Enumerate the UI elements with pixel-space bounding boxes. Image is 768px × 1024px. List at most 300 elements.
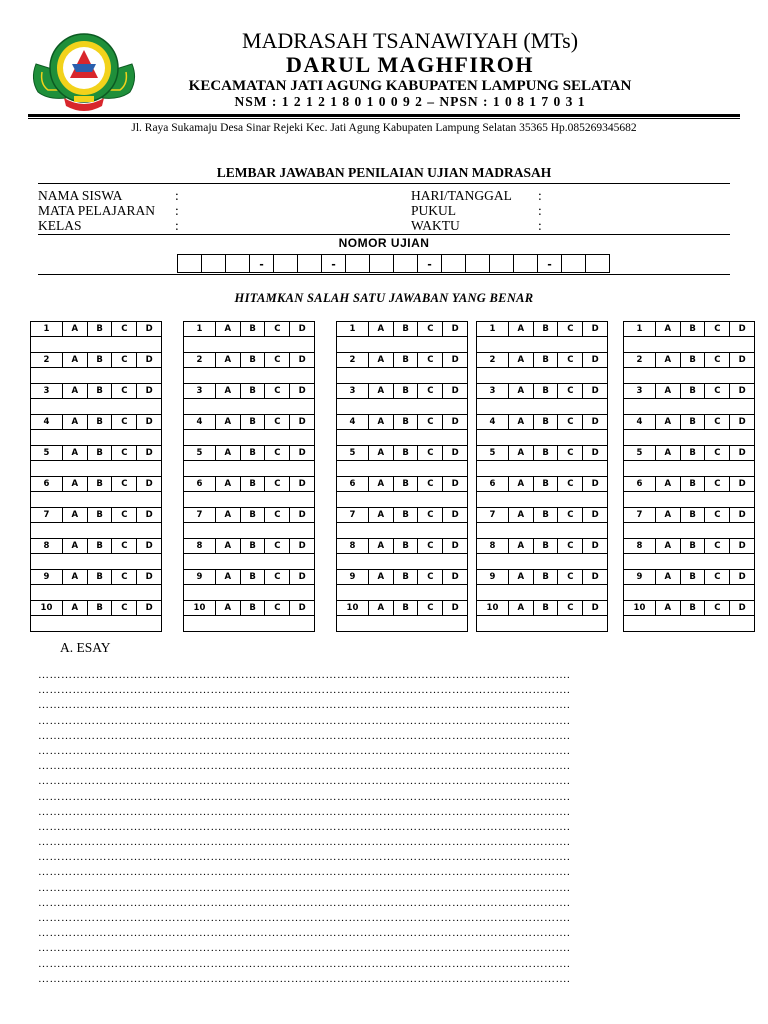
answer-option[interactable]: B bbox=[87, 601, 112, 615]
answer-option[interactable]: C bbox=[264, 570, 289, 584]
answer-option[interactable]: B bbox=[680, 570, 705, 584]
answer-option[interactable]: B bbox=[393, 601, 418, 615]
answer-option[interactable]: B bbox=[240, 415, 265, 429]
answer-option[interactable]: A bbox=[62, 477, 87, 491]
answer-option[interactable]: C bbox=[557, 353, 582, 367]
answer-option[interactable]: A bbox=[655, 415, 680, 429]
question-number: 7 bbox=[349, 510, 356, 520]
answer-option[interactable]: D bbox=[136, 415, 161, 429]
answer-option[interactable]: D bbox=[729, 446, 754, 460]
answer-option[interactable]: D bbox=[582, 384, 607, 398]
answer-option[interactable]: D bbox=[289, 415, 314, 429]
question-number: 1 bbox=[636, 324, 643, 334]
answer-option[interactable]: C bbox=[557, 539, 582, 553]
question-number: 6 bbox=[196, 479, 203, 489]
answer-option[interactable]: C bbox=[417, 539, 442, 553]
answer-option[interactable]: A bbox=[368, 508, 393, 522]
answer-option[interactable]: D bbox=[289, 353, 314, 367]
question-number: 9 bbox=[636, 572, 643, 582]
answer-option[interactable]: D bbox=[729, 353, 754, 367]
answer-block bbox=[30, 321, 162, 632]
essay-line[interactable]: …………………………………………………………………………………………………………………………. bbox=[38, 927, 571, 940]
answer-option[interactable]: C bbox=[264, 539, 289, 553]
answer-option[interactable]: A bbox=[368, 322, 393, 336]
answer-option[interactable]: A bbox=[62, 384, 87, 398]
answer-option[interactable]: B bbox=[533, 477, 558, 491]
answer-row bbox=[477, 476, 607, 507]
essay-line[interactable]: …………………………………………………………………………………………………………………………. bbox=[38, 957, 571, 970]
answer-option[interactable]: D bbox=[729, 384, 754, 398]
answer-row bbox=[337, 476, 467, 507]
essay-line[interactable]: …………………………………………………………………………………………………………………………. bbox=[38, 896, 571, 909]
answer-row bbox=[31, 507, 161, 538]
answer-option[interactable]: C bbox=[557, 508, 582, 522]
answer-row bbox=[337, 538, 467, 569]
exam-number-box[interactable] bbox=[489, 254, 514, 273]
answer-option[interactable]: D bbox=[442, 601, 467, 615]
answer-option[interactable]: A bbox=[368, 415, 393, 429]
answer-option[interactable]: D bbox=[442, 384, 467, 398]
answer-option[interactable]: C bbox=[704, 601, 729, 615]
answer-option[interactable]: C bbox=[704, 353, 729, 367]
answer-option[interactable]: A bbox=[508, 539, 533, 553]
answer-option[interactable]: D bbox=[582, 477, 607, 491]
answer-option[interactable]: C bbox=[264, 477, 289, 491]
answer-option[interactable]: D bbox=[289, 446, 314, 460]
question-number: 7 bbox=[43, 510, 50, 520]
answer-option[interactable]: B bbox=[533, 384, 558, 398]
answer-option[interactable]: B bbox=[680, 539, 705, 553]
answer-option[interactable]: D bbox=[729, 539, 754, 553]
answer-option[interactable]: C bbox=[417, 601, 442, 615]
answer-option[interactable]: B bbox=[87, 353, 112, 367]
answer-option[interactable]: C bbox=[264, 353, 289, 367]
question-number: 1 bbox=[196, 324, 203, 334]
answer-option[interactable]: B bbox=[87, 322, 112, 336]
answer-option[interactable]: A bbox=[655, 322, 680, 336]
question-number: 8 bbox=[196, 541, 203, 551]
answer-option[interactable]: D bbox=[582, 539, 607, 553]
answer-row bbox=[624, 414, 754, 445]
essay-line[interactable]: …………………………………………………………………………………………………………………………. bbox=[38, 775, 571, 788]
essay-line[interactable]: …………………………………………………………………………………………………………………………. bbox=[38, 684, 571, 697]
answer-option[interactable]: A bbox=[215, 322, 240, 336]
essay-line[interactable]: …………………………………………………………………………………………………………………………. bbox=[38, 714, 571, 727]
answer-option[interactable]: D bbox=[582, 570, 607, 584]
essay-line[interactable]: …………………………………………………………………………………………………………………………. bbox=[38, 729, 571, 742]
answer-option[interactable]: C bbox=[557, 446, 582, 460]
exam-number-box[interactable]: - bbox=[321, 254, 346, 273]
sheet-title: LEMBAR JAWABAN PENILAIAN UJIAN MADRASAH bbox=[216, 165, 552, 180]
question-number: 10 bbox=[486, 603, 499, 613]
answer-option[interactable]: A bbox=[655, 353, 680, 367]
answer-option[interactable]: C bbox=[111, 384, 136, 398]
answer-row bbox=[31, 445, 161, 476]
essay-line[interactable]: …………………………………………………………………………………………………………………………. bbox=[38, 836, 571, 849]
address-line: Jl. Raya Sukamaju Desa Sinar Rejeki Kec. Jati Agung Kabupaten Lampung Selatan 35365 Hp.085269345682 bbox=[131, 122, 637, 134]
question-number: 6 bbox=[489, 479, 496, 489]
answer-option[interactable]: D bbox=[442, 539, 467, 553]
answer-option[interactable]: A bbox=[655, 601, 680, 615]
essay-line[interactable]: …………………………………………………………………………………………………………………………. bbox=[38, 760, 571, 773]
essay-line[interactable]: …………………………………………………………………………………………………………………………. bbox=[38, 866, 571, 879]
answer-option[interactable]: C bbox=[264, 322, 289, 336]
answer-option[interactable]: D bbox=[729, 508, 754, 522]
answer-option[interactable]: B bbox=[533, 601, 558, 615]
exam-number-box[interactable] bbox=[177, 254, 202, 273]
exam-number-box[interactable] bbox=[585, 254, 610, 273]
essay-line[interactable]: …………………………………………………………………………………………………………………………. bbox=[38, 820, 571, 833]
answer-option[interactable]: D bbox=[729, 601, 754, 615]
answer-option[interactable]: A bbox=[508, 508, 533, 522]
answer-row bbox=[337, 569, 467, 600]
answer-option[interactable]: D bbox=[136, 384, 161, 398]
answer-option[interactable]: C bbox=[111, 570, 136, 584]
answer-option[interactable]: C bbox=[417, 384, 442, 398]
answer-option[interactable]: A bbox=[508, 322, 533, 336]
answer-option[interactable]: B bbox=[393, 353, 418, 367]
answer-option[interactable]: C bbox=[111, 322, 136, 336]
answer-option[interactable]: A bbox=[215, 570, 240, 584]
answer-option[interactable]: C bbox=[704, 539, 729, 553]
question-number: 3 bbox=[43, 386, 50, 396]
answer-option[interactable]: B bbox=[240, 353, 265, 367]
answer-option[interactable]: B bbox=[680, 353, 705, 367]
answer-option[interactable]: C bbox=[264, 384, 289, 398]
question-number: 8 bbox=[43, 541, 50, 551]
answer-option[interactable]: C bbox=[417, 415, 442, 429]
question-number: 2 bbox=[636, 355, 643, 365]
exam-number-box[interactable] bbox=[465, 254, 490, 273]
essay-line[interactable]: …………………………………………………………………………………………………………………………. bbox=[38, 669, 571, 681]
answer-option[interactable]: C bbox=[264, 415, 289, 429]
question-number: 7 bbox=[489, 510, 496, 520]
answer-option[interactable]: B bbox=[533, 446, 558, 460]
answer-option[interactable]: A bbox=[62, 353, 87, 367]
answer-option[interactable]: B bbox=[680, 477, 705, 491]
answer-option[interactable]: C bbox=[704, 477, 729, 491]
answer-option[interactable]: C bbox=[557, 601, 582, 615]
exam-number-box[interactable] bbox=[225, 254, 250, 273]
answer-option[interactable]: C bbox=[264, 601, 289, 615]
answer-option[interactable]: D bbox=[136, 539, 161, 553]
district-line: KECAMATAN JATI AGUNG KABUPATEN LAMPUNG SELATAN bbox=[188, 78, 632, 94]
answer-option[interactable]: B bbox=[240, 384, 265, 398]
answer-option[interactable]: D bbox=[442, 477, 467, 491]
info-rule bbox=[38, 234, 730, 235]
school-logo bbox=[28, 24, 140, 116]
answer-option[interactable]: D bbox=[136, 322, 161, 336]
answer-row bbox=[184, 352, 314, 383]
essay-line[interactable]: …………………………………………………………………………………………………………………………. bbox=[38, 699, 571, 712]
answer-row bbox=[184, 445, 314, 476]
answer-option[interactable]: B bbox=[87, 539, 112, 553]
answer-option[interactable]: A bbox=[368, 539, 393, 553]
answer-option[interactable]: B bbox=[393, 477, 418, 491]
answer-option[interactable]: D bbox=[442, 570, 467, 584]
answer-option[interactable]: C bbox=[557, 384, 582, 398]
answer-option[interactable]: C bbox=[704, 508, 729, 522]
info-label-class: KELAS bbox=[38, 218, 82, 233]
essay-line[interactable]: …………………………………………………………………………………………………………………………. bbox=[38, 912, 571, 924]
answer-option[interactable]: D bbox=[136, 477, 161, 491]
question-number: 5 bbox=[43, 448, 50, 458]
nsm-npsn-line: NSM : 1 2 1 2 1 8 0 1 0 0 9 2 – NPSN : 1 0 8 1 7 0 3 1 bbox=[234, 94, 586, 109]
answer-option[interactable]: D bbox=[582, 415, 607, 429]
answer-option[interactable]: C bbox=[111, 415, 136, 429]
answer-block bbox=[476, 321, 608, 632]
answer-option[interactable]: B bbox=[240, 508, 265, 522]
answer-option[interactable]: B bbox=[393, 539, 418, 553]
answer-option[interactable]: B bbox=[240, 601, 265, 615]
question-number: 4 bbox=[43, 417, 50, 427]
answer-option[interactable]: A bbox=[368, 601, 393, 615]
answer-row bbox=[624, 445, 754, 476]
answer-option[interactable]: B bbox=[87, 508, 112, 522]
answer-option[interactable]: A bbox=[508, 446, 533, 460]
info-colon: : bbox=[538, 218, 542, 233]
answer-option[interactable]: A bbox=[655, 384, 680, 398]
answer-option[interactable]: B bbox=[87, 570, 112, 584]
answer-option[interactable]: C bbox=[111, 508, 136, 522]
answer-option[interactable]: D bbox=[289, 601, 314, 615]
answer-option[interactable]: A bbox=[368, 384, 393, 398]
answer-option[interactable]: B bbox=[87, 477, 112, 491]
answer-option[interactable]: A bbox=[215, 353, 240, 367]
answer-row bbox=[337, 445, 467, 476]
answer-option[interactable]: B bbox=[240, 539, 265, 553]
question-number: 10 bbox=[346, 603, 359, 613]
answer-option[interactable]: B bbox=[393, 446, 418, 460]
answer-option[interactable]: D bbox=[289, 539, 314, 553]
answer-option[interactable]: C bbox=[111, 353, 136, 367]
exam-number-box[interactable] bbox=[345, 254, 370, 273]
question-number: 1 bbox=[349, 324, 356, 334]
exam-number-box[interactable] bbox=[513, 254, 538, 273]
answer-option[interactable]: A bbox=[215, 601, 240, 615]
answer-option[interactable]: A bbox=[368, 353, 393, 367]
essay-line[interactable]: …………………………………………………………………………………………………………………………. bbox=[38, 942, 571, 955]
answer-option[interactable]: D bbox=[582, 322, 607, 336]
answer-row bbox=[624, 383, 754, 414]
answer-option[interactable]: B bbox=[240, 322, 265, 336]
answer-option[interactable]: B bbox=[533, 570, 558, 584]
answer-option[interactable]: D bbox=[136, 601, 161, 615]
answer-option[interactable]: A bbox=[655, 539, 680, 553]
answer-row bbox=[337, 600, 467, 631]
question-number: 2 bbox=[349, 355, 356, 365]
answer-option[interactable]: B bbox=[680, 508, 705, 522]
answer-option[interactable]: B bbox=[393, 415, 418, 429]
answer-option[interactable]: B bbox=[533, 508, 558, 522]
answer-option[interactable]: D bbox=[442, 353, 467, 367]
exam-number-boxes bbox=[178, 254, 610, 273]
question-number: 4 bbox=[349, 417, 356, 427]
answer-option[interactable]: A bbox=[655, 570, 680, 584]
answer-option[interactable]: C bbox=[417, 446, 442, 460]
answer-option[interactable]: A bbox=[215, 508, 240, 522]
answer-option[interactable]: B bbox=[680, 384, 705, 398]
answer-option[interactable]: A bbox=[62, 601, 87, 615]
answer-option[interactable]: C bbox=[417, 477, 442, 491]
exam-number-box[interactable] bbox=[201, 254, 226, 273]
answer-option[interactable]: C bbox=[417, 322, 442, 336]
answer-option[interactable]: B bbox=[393, 384, 418, 398]
answer-option[interactable]: C bbox=[417, 570, 442, 584]
answer-option[interactable]: A bbox=[62, 322, 87, 336]
answer-option[interactable]: B bbox=[240, 446, 265, 460]
answer-option[interactable]: C bbox=[557, 322, 582, 336]
answer-option[interactable]: A bbox=[655, 446, 680, 460]
answer-option[interactable]: B bbox=[87, 384, 112, 398]
essay-line[interactable]: …………………………………………………………………………………………………………………………. bbox=[38, 851, 571, 864]
answer-option[interactable]: C bbox=[111, 539, 136, 553]
answer-option[interactable]: A bbox=[62, 570, 87, 584]
info-label-time: WAKTU bbox=[411, 218, 460, 233]
answer-option[interactable]: D bbox=[442, 322, 467, 336]
answer-option[interactable]: D bbox=[289, 570, 314, 584]
answer-option[interactable]: A bbox=[62, 446, 87, 460]
info-label-hour: PUKUL bbox=[411, 203, 457, 218]
essay-line[interactable]: …………………………………………………………………………………………………………………………. bbox=[38, 805, 571, 818]
answer-option[interactable]: D bbox=[289, 322, 314, 336]
answer-option[interactable]: B bbox=[533, 415, 558, 429]
answer-option[interactable]: C bbox=[557, 570, 582, 584]
essay-line[interactable]: …………………………………………………………………………………………………………………………. bbox=[38, 744, 571, 757]
answer-option[interactable]: A bbox=[655, 477, 680, 491]
essay-line[interactable]: …………………………………………………………………………………………………………………………. bbox=[38, 972, 571, 985]
question-number: 10 bbox=[193, 603, 206, 613]
question-number: 5 bbox=[636, 448, 643, 458]
answer-option[interactable]: C bbox=[704, 570, 729, 584]
answer-option[interactable]: C bbox=[557, 415, 582, 429]
answer-option[interactable]: C bbox=[264, 508, 289, 522]
answer-option[interactable]: D bbox=[582, 601, 607, 615]
answer-option[interactable]: D bbox=[442, 415, 467, 429]
answer-option[interactable]: A bbox=[215, 384, 240, 398]
answer-option[interactable]: A bbox=[215, 539, 240, 553]
answer-option[interactable]: B bbox=[240, 570, 265, 584]
answer-row bbox=[624, 600, 754, 631]
answer-option[interactable]: B bbox=[393, 570, 418, 584]
exam-number-box[interactable]: - bbox=[537, 254, 562, 273]
answer-option[interactable]: D bbox=[289, 384, 314, 398]
answer-option[interactable]: C bbox=[704, 384, 729, 398]
answer-option[interactable]: B bbox=[680, 601, 705, 615]
answer-option[interactable]: A bbox=[62, 539, 87, 553]
answer-option[interactable]: B bbox=[87, 415, 112, 429]
answer-option[interactable]: A bbox=[508, 384, 533, 398]
answer-option[interactable]: B bbox=[680, 446, 705, 460]
answer-option[interactable]: C bbox=[111, 477, 136, 491]
answer-option[interactable]: B bbox=[533, 539, 558, 553]
answer-option[interactable]: A bbox=[508, 353, 533, 367]
answer-option[interactable]: A bbox=[508, 570, 533, 584]
essay-line[interactable]: …………………………………………………………………………………………………………………………. bbox=[38, 790, 571, 803]
question-number: 10 bbox=[633, 603, 646, 613]
answer-option[interactable]: D bbox=[136, 570, 161, 584]
answer-option[interactable]: B bbox=[680, 322, 705, 336]
answer-option[interactable]: D bbox=[729, 477, 754, 491]
answer-row bbox=[31, 476, 161, 507]
answer-option[interactable]: D bbox=[136, 353, 161, 367]
answer-option[interactable]: A bbox=[62, 508, 87, 522]
answer-option[interactable]: D bbox=[136, 508, 161, 522]
answer-option[interactable]: B bbox=[533, 322, 558, 336]
exam-number-box[interactable] bbox=[273, 254, 298, 273]
exam-number-box[interactable]: - bbox=[417, 254, 442, 273]
answer-option[interactable]: A bbox=[215, 477, 240, 491]
answer-option[interactable]: B bbox=[533, 353, 558, 367]
answer-option[interactable]: D bbox=[289, 508, 314, 522]
header-rule bbox=[28, 114, 740, 117]
answer-row bbox=[624, 352, 754, 383]
answer-row bbox=[31, 383, 161, 414]
answer-option[interactable]: B bbox=[680, 415, 705, 429]
answer-option[interactable]: C bbox=[417, 353, 442, 367]
answer-option[interactable]: C bbox=[111, 601, 136, 615]
answer-option[interactable]: D bbox=[442, 508, 467, 522]
answer-option[interactable]: A bbox=[368, 570, 393, 584]
answer-option[interactable]: B bbox=[240, 477, 265, 491]
answer-option[interactable]: A bbox=[215, 415, 240, 429]
answer-option[interactable]: D bbox=[442, 446, 467, 460]
question-number: 1 bbox=[489, 324, 496, 334]
header-rule-thin bbox=[28, 118, 740, 119]
answer-option[interactable]: B bbox=[87, 446, 112, 460]
exam-number-box[interactable] bbox=[369, 254, 394, 273]
question-number: 4 bbox=[489, 417, 496, 427]
exam-number-box[interactable] bbox=[561, 254, 586, 273]
answer-option[interactable]: D bbox=[289, 477, 314, 491]
answer-option[interactable]: D bbox=[582, 353, 607, 367]
answer-option[interactable]: A bbox=[368, 477, 393, 491]
answer-row bbox=[624, 476, 754, 507]
answer-option[interactable]: A bbox=[368, 446, 393, 460]
answer-option[interactable]: C bbox=[704, 322, 729, 336]
exam-number-box[interactable] bbox=[441, 254, 466, 273]
answer-option[interactable]: A bbox=[508, 415, 533, 429]
essay-line[interactable]: …………………………………………………………………………………………………………………………. bbox=[38, 881, 571, 894]
answer-option[interactable]: C bbox=[557, 477, 582, 491]
answer-option[interactable]: D bbox=[729, 322, 754, 336]
answer-option[interactable]: C bbox=[111, 446, 136, 460]
answer-option[interactable]: D bbox=[582, 508, 607, 522]
exam-number-box[interactable] bbox=[393, 254, 418, 273]
answer-option[interactable]: B bbox=[393, 322, 418, 336]
question-number: 2 bbox=[489, 355, 496, 365]
answer-option[interactable]: A bbox=[508, 477, 533, 491]
answer-option[interactable]: D bbox=[582, 446, 607, 460]
answer-option[interactable]: C bbox=[417, 508, 442, 522]
answer-option[interactable]: A bbox=[215, 446, 240, 460]
exam-number-box[interactable] bbox=[297, 254, 322, 273]
answer-option[interactable]: D bbox=[729, 570, 754, 584]
answer-option[interactable]: A bbox=[655, 508, 680, 522]
question-number: 6 bbox=[349, 479, 356, 489]
answer-option[interactable]: B bbox=[393, 508, 418, 522]
answer-option[interactable]: D bbox=[136, 446, 161, 460]
question-number: 8 bbox=[349, 541, 356, 551]
answer-option[interactable]: C bbox=[704, 415, 729, 429]
answer-option[interactable]: D bbox=[729, 415, 754, 429]
exam-number-box[interactable]: - bbox=[249, 254, 274, 273]
question-number: 8 bbox=[489, 541, 496, 551]
answer-option[interactable]: A bbox=[508, 601, 533, 615]
answer-option[interactable]: C bbox=[264, 446, 289, 460]
answer-option[interactable]: C bbox=[704, 446, 729, 460]
answer-option[interactable]: A bbox=[62, 415, 87, 429]
